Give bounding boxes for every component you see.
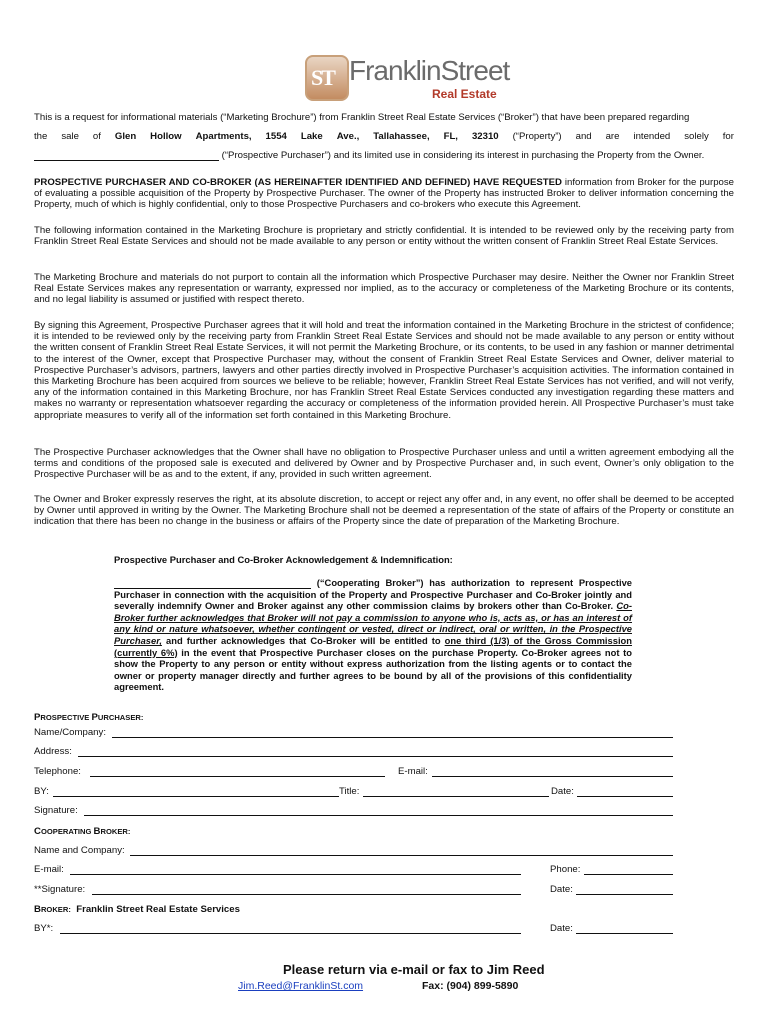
paragraph-no-obligation: The Prospective Purchaser acknowledges that the Owner shall have no obligation to Prospective Purchaser unless and until a written agreement embodying all the terms and conditions of the proposed sale is executed and delivered by Owner and by Prospective Purchaser and, in such event, Owner’s only obligation to the Prospective Purchaser will be as and to the extent, if any, provided in such written agreement. bbox=[34, 447, 734, 481]
purchaser-by-field[interactable] bbox=[53, 796, 339, 797]
intro-word: (“Property”) bbox=[512, 131, 562, 142]
paragraph-reserves-right: The Owner and Broker expressly reserves the right, at its absolute discretion, to accept or reject any offer and, in any event, no offer shall be deemed to be accepted by Owner until approved in writing by the Owner. The Marketing Brochure shall not be deemed a representation of the state of affairs of the Property or constitute an indication that there has been no change in the business or affairs of the Property since the date of preparation of the Marketing Brochure. bbox=[34, 494, 734, 528]
coop-phone-label: Phone: bbox=[550, 864, 581, 875]
prospective-purchaser-blank[interactable] bbox=[34, 160, 219, 161]
purchaser-title-label: Title: bbox=[339, 786, 360, 797]
purchaser-signature-field[interactable] bbox=[84, 815, 673, 816]
coop-email-field[interactable] bbox=[70, 874, 521, 875]
coop-date-field[interactable] bbox=[576, 894, 673, 895]
intro-line-1: This is a request for informational materials (“Marketing Brochure”) from Franklin Street Real Estate Services (“Broker”) that have been prepared regarding bbox=[34, 112, 690, 123]
broker-by-field[interactable] bbox=[60, 933, 521, 934]
intro-word: solely bbox=[684, 131, 709, 142]
coop-name-label: Name and Company: bbox=[34, 845, 125, 856]
coop-signature-label: **Signature: bbox=[34, 884, 86, 895]
intro-line-2 bbox=[34, 131, 734, 142]
intro-word: Lake bbox=[300, 131, 323, 142]
intro-word: intended bbox=[633, 131, 671, 142]
coop-email-label: E-mail: bbox=[34, 864, 64, 875]
return-instructions: Please return via e-mail or fax to Jim Reed bbox=[283, 962, 545, 977]
paragraph-confidential: The following information contained in the Marketing Brochure is proprietary and strictly confidential. It is intended to be reviewed only by the receiving party from Franklin Street Real Estate Services and should not be made available to any person or entity without the written consent of Franklin Street Real Estate Services. bbox=[34, 225, 734, 248]
franklin-street-logo bbox=[305, 55, 510, 101]
coop-heading: COOPERATING BROKER: bbox=[34, 826, 131, 837]
purchaser-email-label: E-mail: bbox=[398, 766, 428, 777]
coop-signature-field[interactable] bbox=[92, 894, 521, 895]
paragraph-no-warranty: The Marketing Brochure and materials do not purport to contain all the information which Prospective Purchaser may desire. Neither the Owner nor Franklin Street Real Estate Services makes any representation or warranty, expressed nor implied, as to the accuracy or completeness of the Marketing Brochure or its contents, and no legal liability is assumed or justified with respect thereto. bbox=[34, 272, 734, 306]
logo-tagline: Real Estate bbox=[432, 87, 497, 101]
purchaser-by-label: BY: bbox=[34, 786, 49, 797]
purchaser-telephone-label: Telephone: bbox=[34, 766, 81, 777]
intro-word: Hollow bbox=[150, 131, 182, 142]
intro-word: and bbox=[575, 131, 592, 142]
broker-date-field[interactable] bbox=[576, 933, 673, 934]
jim-reed-email-link[interactable]: Jim.Reed@FranklinSt.com bbox=[238, 980, 364, 992]
intro-word: the bbox=[34, 131, 48, 142]
coop-phone-field[interactable] bbox=[584, 874, 673, 875]
purchaser-title-field[interactable] bbox=[363, 796, 549, 797]
ack-heading: Prospective Purchaser and Co-Broker Acknowledgement & Indemnification: bbox=[114, 554, 453, 565]
paragraph-agreement: By signing this Agreement, Prospective Purchaser agrees that it will hold and treat the information contained in the Marketing Brochure in the strictest of confidence; it is intended to be reviewed only by the receiving party from Franklin Street Real Estate Services and should not be made available to any person or entity without the written consent of Franklin Street Real Estate Services, it will not permit the Marketing Brochure, or its contents, to be used in any fashion or manner detrimental to the interest of the Owner, except that Prospective Purchaser may, without the consent of Franklin Street Real Estate Services and Owner, deliver material to Prospective Purchaser’s advisors, partners, lawyers and other parties directly involved in Prospective Purchaser’s acquisition activities. The information contained in this Marketing Brochure has been acquired from sources we believe to be reliable; however, Franklin Street Real Estate Services has not verified, and will not verify, any of the information contained in this Marketing Brochure, nor has Franklin Street Real Estate Services conducted any investigation regarding these matters and makes no warranty or representation whatsoever regarding the accuracy or completeness of the information provided herein. All Prospective Purchaser’s must take appropriate measures to verify all of the information set forth contained in this Marketing Brochure. bbox=[34, 320, 734, 421]
purchaser-heading: PROSPECTIVE PURCHASER: bbox=[34, 712, 144, 723]
intro-word: FL, bbox=[443, 131, 458, 142]
intro-word: are bbox=[605, 131, 620, 142]
intro-word: for bbox=[722, 131, 734, 142]
broker-heading: BROKER: Franklin Street Real Estate Services bbox=[34, 904, 240, 915]
broker-by-label: BY*: bbox=[34, 923, 54, 934]
broker-date-label: Date: bbox=[550, 923, 573, 934]
logo-name: FranklinStreet bbox=[349, 55, 510, 86]
purchaser-name-field[interactable] bbox=[112, 737, 673, 738]
intro-word: Apartments, bbox=[195, 131, 252, 142]
intro-line-3: (“Prospective Purchaser”) and its limited use in considering its interest in purchasing the Property from the Owner. bbox=[34, 150, 734, 161]
paragraph-requested: PROSPECTIVE PURCHASER AND CO-BROKER (AS HEREINAFTER IDENTIFIED AND DEFINED) HAVE REQUESTED information from Broker for the purpose of evaluating a possible acquisition of the Property by Prospective Purchaser. The owner of the Property has instructed Broker to deliver information concerning the Property, much of which is highly confidential, only to those Prospective Purchasers and co-brokers who execute this Agreement. bbox=[34, 177, 734, 211]
intro-word: of bbox=[92, 131, 101, 142]
intro-word: 32310 bbox=[471, 131, 499, 142]
fax-number: Fax: (904) 899-5890 bbox=[422, 980, 519, 992]
logo-mark: ST bbox=[305, 55, 349, 101]
intro-word: Ave., bbox=[336, 131, 360, 142]
purchaser-date-field[interactable] bbox=[577, 796, 673, 797]
ack-body: (“Cooperating Broker”) has authorization to represent Prospective Purchaser in connection with the acquisition of the Property and Prospective Purchaser and Co-Broker jointly and severally indemnify Owner and Broker against any other commission claims by brokers other than Co-Broker. Co-Broker further acknowledges that Broker will not pay a commission to anyone who is, acts as, or has an interest of any kind or nature whatsoever, whether contingent or vested, direct or indirect, oral or written, in the Prospective Purchaser, and further acknowledges that Co-Broker will be entitled to one third (1/3) of the Gross Commission (currently 6%) in the event that Prospective Purchaser closes on the purchase Property. Co-Broker agrees not to show the Property to any person or entity without express authorization from the listing agents or to contact the owner or property manager directly and further agrees to be bound by all of the provisions of this confidentiality agreement. bbox=[114, 577, 633, 693]
coop-date-label: Date: bbox=[550, 884, 573, 895]
intro-word: Tallahassee, bbox=[373, 131, 430, 142]
purchaser-address-label: Address: bbox=[34, 746, 72, 757]
purchaser-signature-label: Signature: bbox=[34, 805, 78, 816]
coop-name-field[interactable] bbox=[130, 855, 673, 856]
purchaser-address-field[interactable] bbox=[78, 756, 673, 757]
intro-word: 1554 bbox=[265, 131, 287, 142]
purchaser-name-label: Name/Company: bbox=[34, 727, 106, 738]
intro-word: sale bbox=[61, 131, 79, 142]
intro-word: Glen bbox=[114, 131, 137, 142]
purchaser-email-field[interactable] bbox=[432, 776, 673, 777]
purchaser-telephone-field[interactable] bbox=[90, 776, 385, 777]
purchaser-date-label: Date: bbox=[551, 786, 574, 797]
